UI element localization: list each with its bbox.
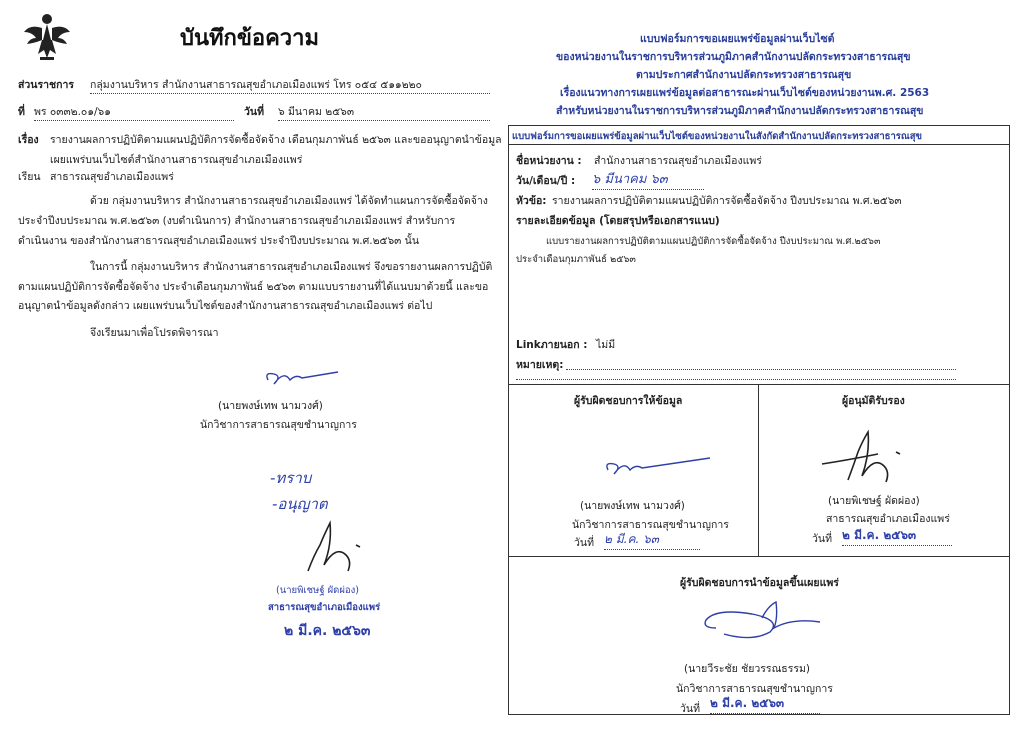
date-label: วันที่ [244,106,264,118]
to-label: เรียน [18,171,41,183]
remark-line [566,358,956,370]
approver-position: สาธารณสุขอำเภอเมืองแพร่ [268,602,381,613]
handwritten-note-approved: -อนุญาต [272,495,328,513]
form-approver-position: สาธารณสุขอำเภอเมืองแพร่ [826,513,950,525]
subject-line-2: เผยแพร่บนเว็บไซต์สำนักงานสาธารณสุขอำเภอเมืองแพร่ [50,154,303,166]
form-box-title: แบบฟอร์มการขอเผยแพร่ข้อมูลผ่านเว็บไซต์ของหน่วยงานในสังกัดสำนักงานปลัดกระทรวงสาธารณสุข [512,131,923,142]
signer-position: นักวิชาการสาธารณสุขชำนาญการ [200,419,357,431]
unit-label: ชื่อหน่วยงาน : [516,155,582,167]
responsible-position: นักวิชาการสาธารณสุขชำนาญการ [572,519,729,531]
publisher-header: ผู้รับผิดชอบการนำข้อมูลขึ้นเผยแพร่ [680,577,839,589]
approver-date-stamp: ๒ มี.ค. ๒๕๖๓ [284,623,371,639]
para1-line-1: ด้วย กลุ่มงานบริหาร สำนักงานสาธารณสุขอำเภอเมืองแพร่ ได้จัดทำแผนการจัดซื้อจัดจ้าง [90,195,488,207]
publisher-name: (นายวีระชัย ชัยวรรณธรรม) [684,663,811,675]
link-value: ไม่มี [596,339,616,351]
form-header-line-1: แบบฟอร์มการขอเผยแพร่ข้อมูลผ่านเว็บไซต์ [640,33,835,45]
detail-line-2: ประจำเดือนกุมภาพันธ์ ๒๕๖๓ [516,254,636,265]
handwritten-note-acknowledged: -ทราบ [270,469,312,487]
remark-label: หมายเหตุ: [516,359,564,371]
form-approver-header: ผู้อนุมัติรับรอง [842,395,905,407]
memo-title: บันทึกข้อความ [180,26,320,51]
link-label: Linkภายนอก : [516,339,588,351]
topic-value: รายงานผลการปฏิบัติตามแผนปฏิบัติการจัดซื้อจัดจ้าง ปีงบประมาณ พ.ศ.๒๕๖๓ [552,195,902,207]
publisher-date-label: วันที่ [680,703,700,715]
publisher-position: นักวิชาการสาธารณสุขชำนาญการ [676,683,833,695]
para1-line-3: ดำเนินงาน ของสำนักงานสาธารณสุขอำเภอเมืองแพร่ ประจำปีงบประมาณ พ.ศ.๒๕๖๓ นั้น [18,235,420,247]
unit-value: สำนักงานสาธารณสุขอำเภอเมืองแพร่ [594,155,762,167]
agency-label: ส่วนราชการ [18,79,75,91]
responsible-header: ผู้รับผิดชอบการให้ข้อมูล [574,395,683,407]
topic-label: หัวข้อ: [516,195,547,207]
agency-value: กลุ่มงานบริหาร สำนักงานสาธารณสุขอำเภอเมืองแพร่ โทร ๐๕๔ ๕๑๑๒๒๐ [90,76,490,94]
column-divider [758,384,759,556]
remark-line [516,372,956,380]
divider [508,144,1010,145]
para2-line-1: ในการนี้ กลุ่มงานบริหาร สำนักงานสาธารณสุขอำเภอเมืองแพร่ จึงขอรายงานผลการปฏิบัติ [90,261,493,273]
signature-icon [262,366,342,390]
responsible-date-label: วันที่ [574,537,594,549]
para2-line-2: ตามแผนปฏิบัติการจัดซื้อจัดจ้าง ประจำเดือนกุมภาพันธ์ ๒๕๖๓ ตามแบบรายงานที่ได้แนบมาด้วยนี้ และขอ [18,281,489,293]
ref-value: พร ๐๓๓๒.๐๑/๖๑ [34,103,234,121]
signature-icon [818,424,928,488]
date-value: ๖ มีนาคม ๒๕๖๓ [278,103,490,121]
closing-text: จึงเรียนมาเพื่อโปรดพิจารณา [90,327,219,339]
divider [508,556,1010,557]
form-header-line-2: ของหน่วยงานในราชการบริหารส่วนภูมิภาคสำนักงานปลัดกระทรวงสาธารณสุข [556,51,911,63]
form-approver-name: (นายพิเชษฐ์ ผัดผ่อง) [828,495,920,507]
signer-name: (นายพงษ์เทพ นามวงศ์) [218,400,323,412]
form-header-line-4: เรื่องแนวทางการเผยแพร่ข้อมูลต่อสาธารณะผ่านเว็บไซต์ของหน่วยงานพ.ศ. 2563 [560,87,930,99]
form-date-value: ๖ มีนาคม ๖๓ [592,168,704,190]
responsible-date: ๒ มี.ค. ๖๓ [604,530,700,550]
subject-line-1: รายงานผลการปฏิบัติตามแผนปฏิบัติการจัดซื้อจัดจ้าง เดือนกุมภาพันธ์ ๒๕๖๓ และขออนุญาตนำข้อมูล [50,134,502,146]
to-value: สาธารณสุขอำเภอเมืองแพร่ [50,171,174,183]
para2-line-3: อนุญาตนำข้อมูลดังกล่าว เผยแพร่บนเว็บไซต์ของสำนักงานสาธารณสุขอำเภอเมืองแพร่ ต่อไป [18,300,433,312]
form-header-line-3: ตามประกาศสำนักงานปลัดกระทรวงสาธารณสุข [636,69,852,81]
form-approver-date: ๒ มี.ค. ๒๕๖๓ [842,526,952,546]
signature-icon [696,598,824,644]
detail-line-1: แบบรายงานผลการปฏิบัติตามแผนปฏิบัติการจัดซื้อจัดจ้าง ปีงบประมาณ พ.ศ.๒๕๖๓ [546,236,881,247]
ref-label: ที่ [18,106,25,118]
signature-icon [300,515,370,577]
subject-label: เรื่อง [18,134,39,146]
garuda-emblem-icon [22,10,72,62]
responsible-name: (นายพงษ์เทพ นามวงศ์) [580,500,685,512]
signature-icon [604,456,714,480]
form-approver-date-label: วันที่ [812,533,832,545]
divider [508,384,1010,385]
para1-line-2: ประจำปีงบประมาณ พ.ศ.๒๕๖๓ (งบดำเนินการ) สำนักงานสาธารณสุขอำเภอเมืองแพร่ สำหรับการ [18,215,456,227]
publisher-date: ๒ มี.ค. ๒๕๖๓ [710,694,820,714]
form-header-line-5: สำหรับหน่วยงานในราชการบริหารส่วนภูมิภาคสำนักงานปลัดกระทรวงสาธารณสุข [556,105,924,117]
approver-name: (นายพิเชษฐ์ ผัดผ่อง) [276,585,359,596]
form-date-label: วัน/เดือน/ปี : [516,175,576,187]
detail-label: รายละเอียดข้อมูล (โดยสรุปหรือเอกสารแนบ) [516,215,720,227]
